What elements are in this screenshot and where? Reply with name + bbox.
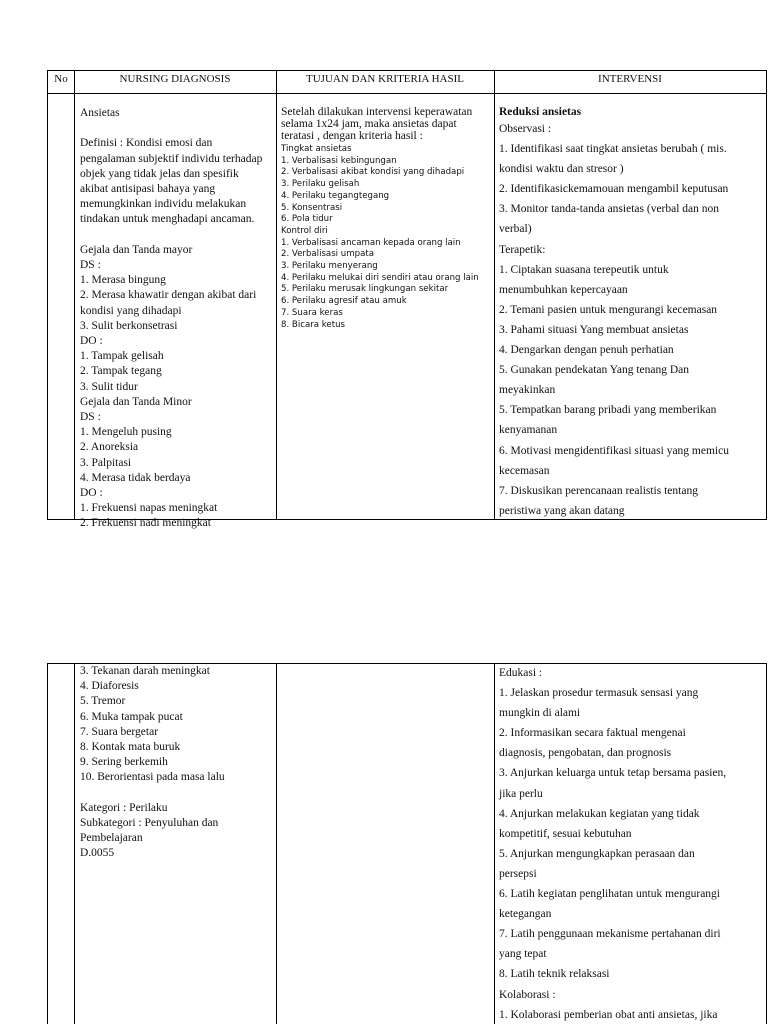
- text-line: [80, 228, 262, 243]
- text-line: yang tepat: [499, 948, 547, 961]
- intervensi-list: [499, 119, 729, 521]
- intervensi-continued: [499, 663, 726, 1025]
- text-line: kondisi yang dihadapi: [80, 304, 182, 317]
- header-nursing-diagnosis: NURSING DIAGNOSIS: [119, 73, 231, 85]
- text-line: 5. Tremor: [80, 695, 126, 708]
- header-no: No: [54, 73, 68, 85]
- text-line: peristiwa yang akan datang: [499, 504, 625, 517]
- text-line: DS :: [80, 259, 101, 272]
- text-line: 4. Anjurkan melakukan kegiatan yang tidak: [499, 807, 700, 820]
- text-line: Definisi : Kondisi emosi dan: [80, 137, 213, 150]
- text-line: teratasi , dengan kriteria hasil :: [281, 130, 423, 142]
- header-intervensi: INTERVENSI: [598, 73, 662, 85]
- text-line: Setelah dilakukan intervensi keperawatan: [281, 106, 473, 118]
- text-line: 2. Temani pasien untuk mengurangi kecemasan: [499, 303, 718, 316]
- header-tujuan-kriteria-hasil: TUJUAN DAN KRITERIA HASIL: [306, 73, 464, 85]
- care-plan-table-1: [47, 70, 767, 530]
- text-line: persepsi: [499, 867, 537, 880]
- text-line: 8. Latih teknik relaksasi: [499, 968, 610, 981]
- text-line: 1. Tampak gelisah: [80, 350, 164, 363]
- text-line: DO :: [80, 487, 103, 500]
- text-line: 2. Identifikasickemamouan mengambil keputusan: [499, 183, 729, 196]
- text-line: Kontrol diri: [281, 225, 328, 236]
- text-line: Edukasi :: [499, 667, 543, 679]
- text-line: 9. Sering berkemih: [80, 756, 168, 769]
- text-line: Kolaborasi :: [499, 988, 556, 1001]
- text-line: kecemasan: [499, 464, 550, 477]
- text-line: memungkinkan individu melakukan: [80, 198, 247, 211]
- text-line: 6. Motivasi mengidentifikasi situasi yang memicu: [499, 444, 729, 457]
- text-line: 3. Sulit berkonsetrasi: [80, 319, 178, 332]
- text-line: 4. Diaforesis: [80, 680, 139, 693]
- text-line: mungkin di alami: [499, 707, 581, 720]
- text-line: 2. Frekuensi nadi meningkat: [80, 517, 211, 530]
- text-line: 4. Merasa tidak berdaya: [80, 471, 191, 484]
- text-line: [80, 121, 262, 136]
- text-line: 2. Merasa khawatir dengan akibat dari: [80, 289, 257, 302]
- text-line: diagnosis, pengobatan, dan prognosis: [499, 747, 672, 760]
- intervensi-title: Reduksi ansietas: [499, 106, 582, 118]
- text-line: D.0055: [80, 847, 115, 860]
- text-line: 3. Perilaku gelisah: [281, 179, 360, 190]
- text-line: 3. Perilaku menyerang: [281, 261, 378, 272]
- text-line: 3. Palpitasi: [80, 456, 132, 469]
- text-line: 4. Dengarkan dengan penuh perhatian: [499, 344, 674, 357]
- text-line: kondisi waktu dan stresor ): [499, 163, 624, 176]
- text-line: 7. Diskusikan perencanaan realistis tentang: [499, 484, 698, 497]
- text-line: 5. Perilaku merusak lingkungan sekitar: [281, 284, 449, 295]
- text-line: akibat antisipasi bahaya yang: [80, 183, 216, 196]
- text-line: 5. Anjurkan mengungkapkan perasaan dan: [499, 847, 695, 860]
- text-line: 1. Identifikasi saat tingkat ansietas berubah ( mis.: [499, 143, 727, 156]
- text-line: 3. Tekanan darah meningkat: [80, 665, 210, 677]
- text-line: ketegangan: [499, 908, 552, 921]
- text-line: DS :: [80, 411, 101, 424]
- text-line: 1. Frekuensi napas meningkat: [80, 502, 218, 515]
- text-line: menumbuhkan kepercayaan: [499, 283, 628, 296]
- text-line: 3. Pahami situasi Yang membuat ansietas: [499, 323, 689, 336]
- text-line: verbal): [499, 223, 532, 236]
- text-line: 7. Latih penggunaan mekanisme pertahanan diri: [499, 928, 721, 941]
- text-line: 2. Verbalisasi umpata: [281, 249, 374, 260]
- diagnosis-continued: [80, 664, 225, 862]
- text-line: 1. Verbalisasi ancaman kepada orang lain: [281, 237, 461, 248]
- text-line: 6. Pola tidur: [281, 214, 333, 225]
- text-line: Kategori : Perilaku: [80, 801, 168, 814]
- text-line: 7. Suara bergetar: [80, 725, 159, 738]
- text-line: 5. Gunakan pendekatan Yang tenang Dan: [499, 364, 690, 377]
- text-line: tindakan untuk menghadapi ancaman.: [80, 213, 255, 226]
- text-line: kenyamanan: [499, 424, 558, 437]
- text-line: Pembelajaran: [80, 832, 143, 845]
- text-line: 10. Berorientasi pada masa lalu: [80, 771, 225, 784]
- text-line: 8. Bicara ketus: [281, 319, 345, 330]
- text-line: 5. Tempatkan barang pribadi yang memberikan: [499, 404, 717, 417]
- text-line: 2. Informasikan secara faktual mengenai: [499, 727, 686, 740]
- text-line: 4. Perilaku tegangtegang: [281, 190, 390, 201]
- text-line: [80, 786, 225, 801]
- text-line: 2. Anoreksia: [80, 441, 139, 454]
- text-line: Observasi :: [499, 123, 552, 135]
- text-line: selama 1x24 jam, maka ansietas dapat: [281, 118, 457, 130]
- text-line: 7. Suara keras: [281, 307, 343, 318]
- text-line: objek yang tidak jelas dan spesifik: [80, 167, 239, 180]
- text-line: 2. Tampak tegang: [80, 365, 162, 378]
- diagnosis-column: [80, 106, 262, 532]
- text-line: Gejala dan Tanda Minor: [80, 395, 192, 408]
- text-line: 6. Latih kegiatan penglihatan untuk mengurangi: [499, 888, 720, 901]
- text-line: 6. Muka tampak pucat: [80, 710, 183, 723]
- text-line: 6. Perilaku agresif atau amuk: [281, 296, 407, 307]
- text-line: 3. Anjurkan keluarga untuk tetap bersama pasien,: [499, 767, 727, 780]
- text-line: Ansietas: [80, 107, 120, 119]
- text-line: 1. Jelaskan prosedur termasuk sensasi yang: [499, 687, 699, 700]
- text-line: 8. Kontak mata buruk: [80, 741, 181, 754]
- kriteria-hasil-list: [281, 144, 479, 331]
- text-line: meyakinkan: [499, 384, 556, 397]
- tujuan-intro: [281, 106, 472, 142]
- text-line: jika perlu: [499, 787, 543, 800]
- text-line: 2. Verbalisasi akibat kondisi yang dihadapi: [281, 167, 465, 178]
- text-line: Terapetik:: [499, 243, 546, 256]
- text-line: 4. Perilaku melukai diri sendiri atau orang lain: [281, 272, 479, 283]
- text-line: 1. Mengeluh pusing: [80, 426, 172, 439]
- text-line: 5. Konsentrasi: [281, 202, 343, 213]
- text-line: pengalaman subjektif individu terhadap: [80, 152, 263, 165]
- text-line: 3. Sulit tidur: [80, 380, 138, 393]
- text-line: Subkategori : Penyuluhan dan: [80, 817, 219, 830]
- text-line: 3. Monitor tanda-tanda ansietas (verbal dan non: [499, 203, 720, 216]
- text-line: Tingkat ansietas: [281, 144, 352, 154]
- text-line: kompetitif, sesuai kebutuhan: [499, 827, 632, 840]
- text-line: 1. Ciptakan suasana terepeutik untuk: [499, 263, 669, 276]
- text-line: 1. Merasa bingung: [80, 274, 166, 287]
- text-line: Gejala dan Tanda mayor: [80, 243, 193, 256]
- text-line: DO :: [80, 335, 103, 348]
- text-line: 1. Verbalisasi kebingungan: [281, 155, 397, 166]
- care-plan-table-2: [47, 663, 767, 1024]
- text-line: 1. Kolaborasi pemberian obat anti ansietas, jika: [499, 1008, 718, 1021]
